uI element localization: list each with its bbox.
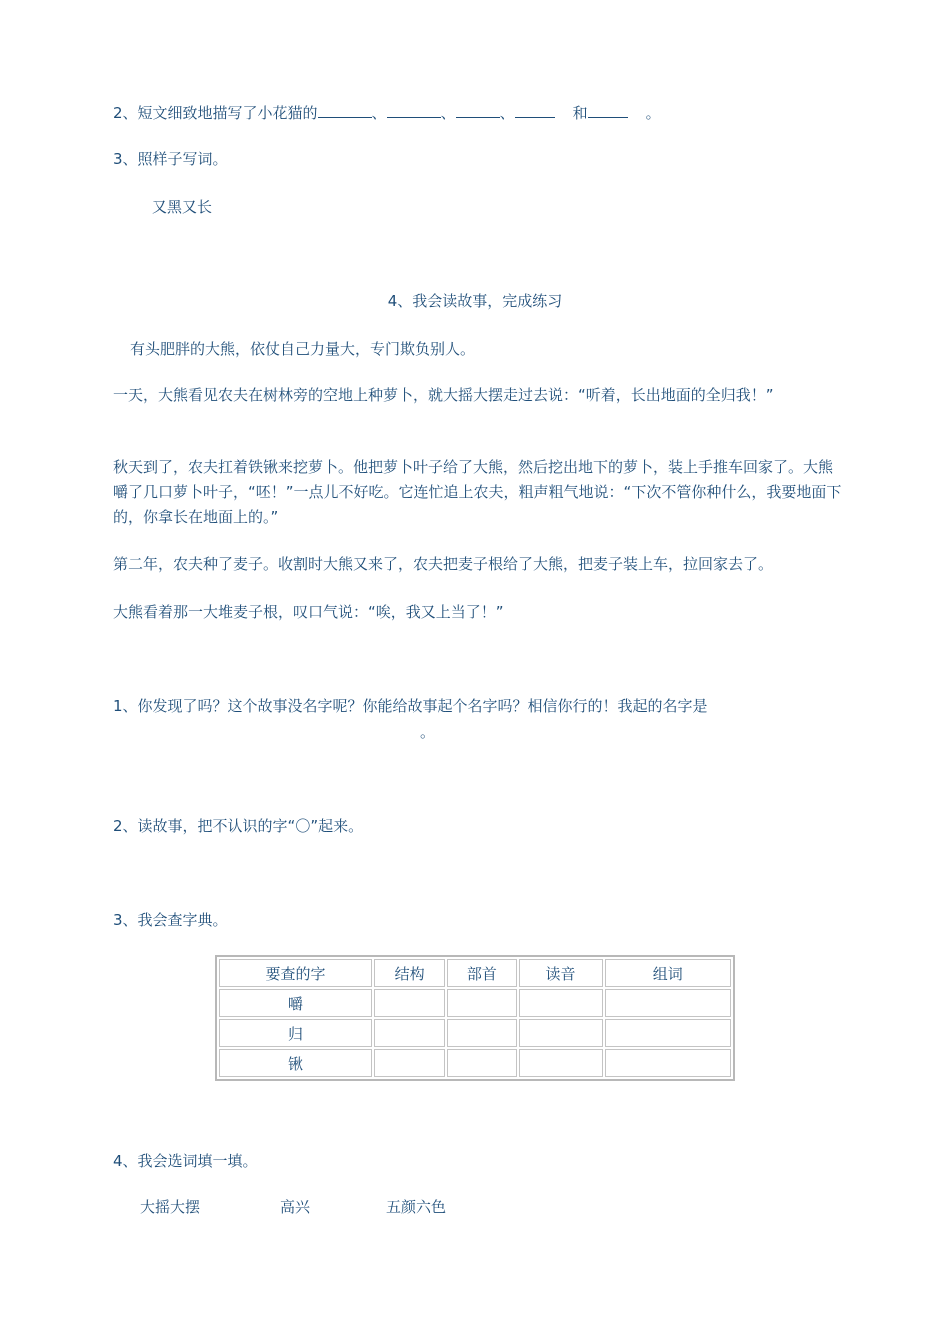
answer-blank[interactable] — [515, 101, 555, 118]
word-option: 大摇大摆 — [140, 1198, 201, 1216]
period: 。 — [645, 104, 661, 122]
story-paragraph-3: 秋天到了，农夫扛着铁锹来挖萝卜。他把萝卜叶子给了大熊，然后挖出地下的萝卜，装上手推车回家了。大熊嚼了几口萝卜叶子，“呸！”一点儿不好吃。它连忙追上农夫，粗声粗气地说：“下次不管你种什么，我要地面下的，你拿长在地面上的。” — [113, 458, 842, 526]
table-cell[interactable] — [447, 1019, 516, 1047]
table-cell[interactable] — [605, 1019, 731, 1047]
separator: 、 — [371, 104, 387, 122]
table-header-cell: 组词 — [605, 959, 731, 987]
table-cell[interactable] — [519, 989, 603, 1017]
table-cell[interactable] — [519, 1049, 603, 1077]
table-cell[interactable] — [374, 989, 445, 1017]
table-cell[interactable] — [374, 1019, 445, 1047]
table-row — [219, 1019, 731, 1047]
exercise-1: 1、你发现了吗？这个故事没名字呢？你能给故事起个名字吗？相信你行的！我起的名字是 — [113, 697, 708, 715]
table-cell[interactable] — [447, 1049, 516, 1077]
table-cell[interactable] — [605, 989, 731, 1017]
dictionary-table — [215, 955, 735, 1081]
question-2-text: 2、短文细致地描写了小花猫的 — [113, 104, 318, 122]
table-row — [219, 1049, 731, 1077]
table-row — [219, 989, 731, 1017]
table-header-cell: 部首 — [447, 959, 516, 987]
exercise-4: 4、我会选词填一填。 — [113, 1152, 258, 1170]
question-3-label: 3、照样子写词。 — [113, 150, 228, 168]
word-option: 五颜六色 — [386, 1198, 447, 1216]
story-paragraph-4: 第二年，农夫种了麦子。收割时大熊又来了，农夫把麦子根给了大熊，把麦子装上车，拉回家去了。 — [113, 555, 774, 573]
answer-blank[interactable] — [318, 101, 372, 118]
exercise-3: 3、我会查字典。 — [113, 911, 228, 929]
example-word: 又黑又长 — [152, 198, 213, 216]
answer-blank[interactable] — [456, 101, 500, 118]
answer-blank[interactable] — [588, 101, 628, 118]
table-cell[interactable] — [374, 1049, 445, 1077]
answer-blank[interactable] — [387, 101, 441, 118]
table-cell: 锹 — [219, 1049, 372, 1077]
separator: 、 — [440, 104, 456, 122]
story-paragraph-2: 一天，大熊看见农夫在树林旁的空地上种萝卜，就大摇大摆走过去说：“听着，长出地面的全归我！” — [113, 386, 774, 404]
word-option: 高兴 — [280, 1198, 311, 1216]
exercise-1-period: 。 — [420, 723, 436, 741]
story-paragraph-5: 大熊看着那一大堆麦子根，叹口气说：“唉，我又上当了！” — [113, 603, 504, 621]
and-word: 和 — [572, 104, 588, 122]
table-cell: 归 — [219, 1019, 372, 1047]
story-paragraph-1: 有头肥胖的大熊，依仗自己力量大，专门欺负别人。 — [130, 340, 476, 358]
question-2 — [113, 101, 661, 124]
table-cell[interactable] — [447, 989, 516, 1017]
separator: 、 — [499, 104, 515, 122]
table-header-cell: 结构 — [374, 959, 445, 987]
table-cell: 嚼 — [219, 989, 372, 1017]
table-cell[interactable] — [519, 1019, 603, 1047]
table-header-cell: 要查的字 — [219, 959, 372, 987]
section-title: 4、我会读故事，完成练习 — [387, 292, 563, 310]
table-cell[interactable] — [605, 1049, 731, 1077]
table-header-cell: 读音 — [519, 959, 603, 987]
exercise-2: 2、读故事，把不认识的字“〇”起来。 — [113, 817, 364, 835]
table-header-row — [219, 959, 731, 987]
